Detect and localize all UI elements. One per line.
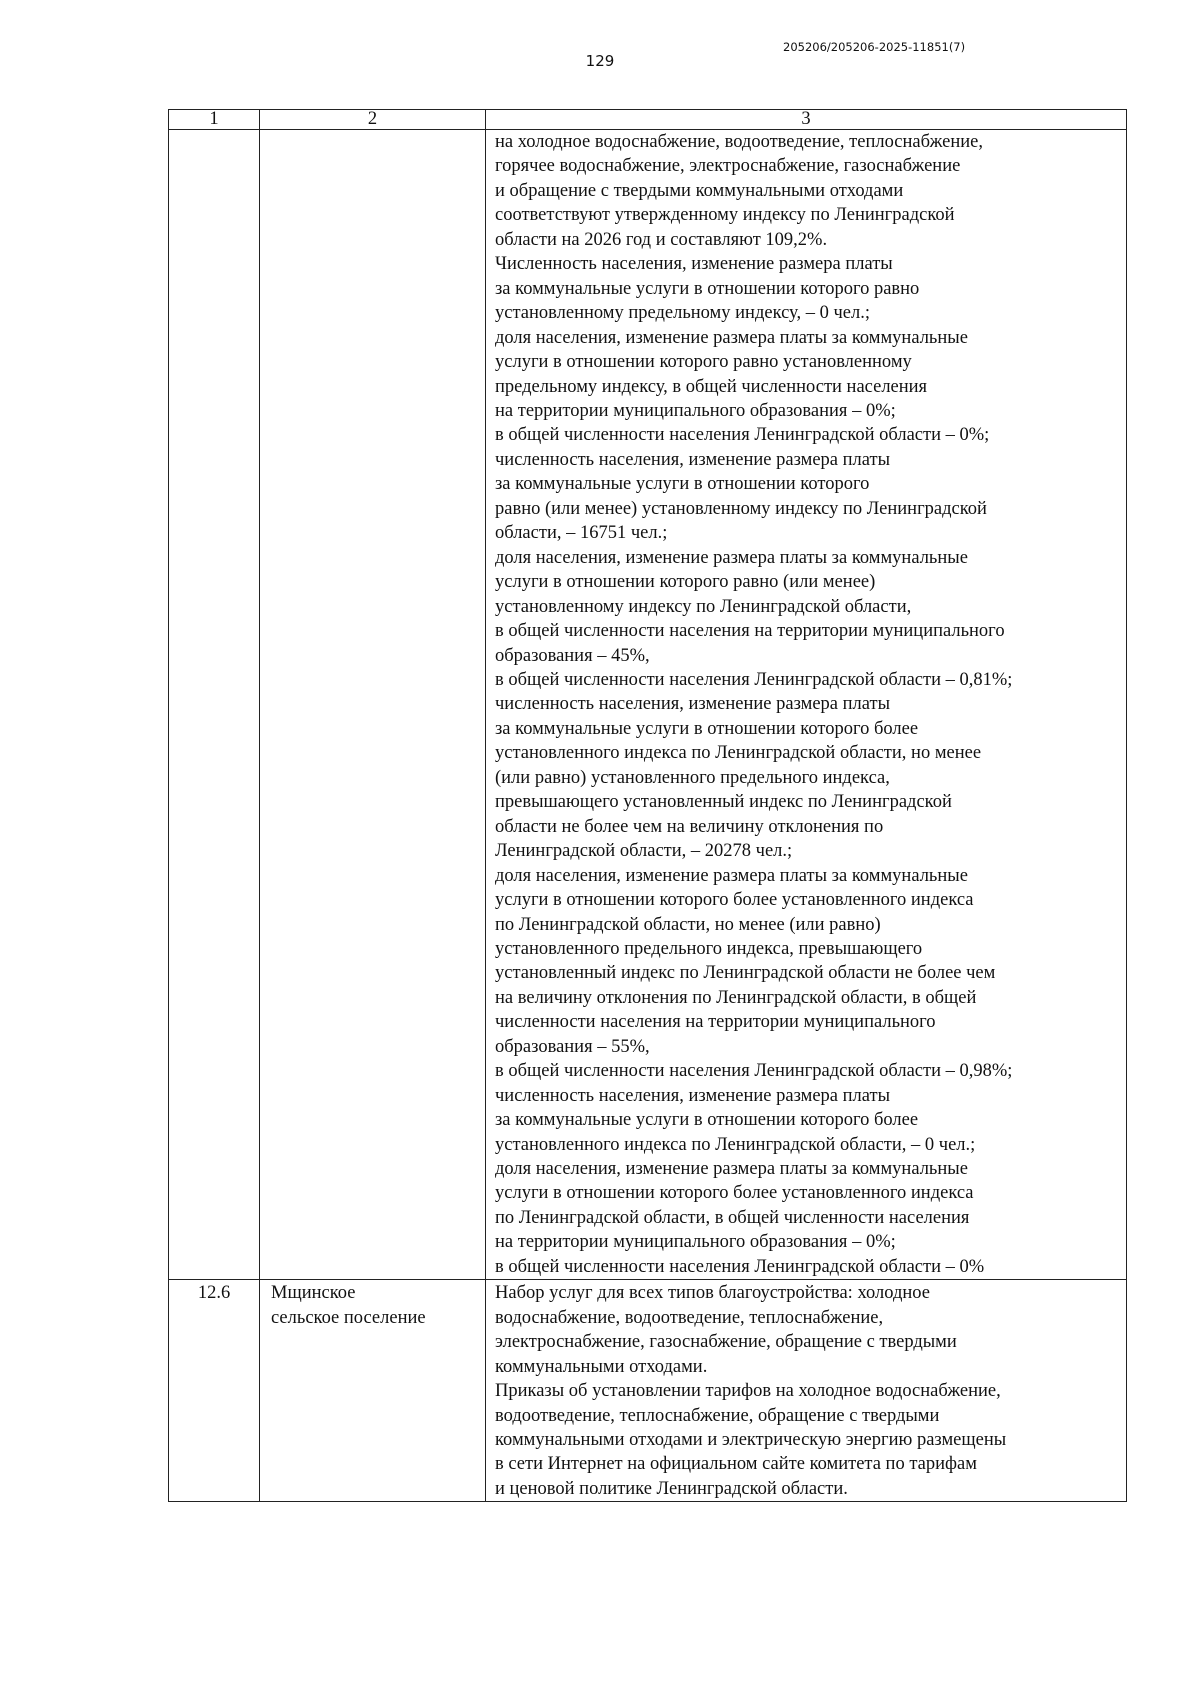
row-number: 12.6 — [197, 1283, 231, 1304]
description-line: и обращение с твердыми коммунальными отходами — [495, 180, 904, 201]
description-line: установленного индекса по Ленинградской области, – 0 чел.; — [495, 1134, 976, 1155]
description-line: коммунальными отходами. — [495, 1356, 708, 1377]
settlement-name-cell — [260, 1280, 486, 1502]
description-line: услуги в отношении которого более установленного индекса — [495, 1183, 974, 1204]
description-line: Ленинградской области, – 20278 чел.; — [495, 841, 793, 862]
description-line: за коммунальные услуги в отношении которого — [495, 474, 870, 495]
description-line: установленному предельному индексу, – 0 чел.; — [495, 303, 870, 324]
description-line: в общей численности населения Ленинградской области – 0% — [495, 1256, 985, 1277]
description-cell — [486, 130, 1127, 1280]
document-code: 205206/205206-2025-11851(7) — [783, 40, 966, 54]
description-line: предельному индексу, в общей численности населения — [495, 376, 928, 397]
table-header-row — [169, 110, 1127, 130]
description-cell — [486, 1280, 1127, 1502]
description-line: доля населения, изменение размера платы за коммунальные — [495, 327, 968, 348]
description-line: за коммунальные услуги в отношении которого равно — [495, 278, 920, 299]
description-line: доля населения, изменение размера платы за коммунальные — [495, 547, 968, 568]
description-line: доля населения, изменение размера платы за коммунальные — [495, 865, 968, 886]
description-line: численность населения, изменение размера платы — [495, 449, 890, 470]
description-line: на территории муниципального образования – 0%; — [495, 1232, 896, 1253]
description-line: за коммунальные услуги в отношении которого более — [495, 1110, 919, 1131]
settlement-name-line: Мщинское — [271, 1283, 356, 1304]
description-line: области на 2026 год и составляют 109,2%. — [495, 229, 828, 250]
description-line: на холодное водоснабжение, водоотведение, теплоснабжение, — [495, 132, 983, 152]
description-line: установленный индекс по Ленинградской области не более чем — [495, 963, 996, 984]
description-line: за коммунальные услуги в отношении которого более — [495, 718, 919, 739]
description-line: в общей численности населения Ленинградской области – 0,98%; — [495, 1061, 1013, 1082]
description-line: численности населения на территории муниципального — [495, 1012, 936, 1033]
settlement-name-cell — [260, 130, 486, 1280]
description-line: соответствуют утвержденному индексу по Ленинградской — [495, 205, 955, 226]
description-line: на величину отклонения по Ленинградской области, в общей — [495, 987, 977, 1008]
description-line: по Ленинградской области, в общей численности населения — [495, 1207, 970, 1228]
description-line: превышающего установленный индекс по Ленинградской — [495, 792, 952, 813]
description-line: в сети Интернет на официальном сайте комитета по тарифам — [495, 1454, 977, 1475]
description-line: водоснабжение, водоотведение, теплоснабжение, — [495, 1307, 884, 1328]
description-line: в общей численности населения Ленинградской области – 0%; — [495, 425, 990, 446]
settlement-name-line: сельское поселение — [271, 1307, 426, 1328]
column-header-1: 1 — [169, 110, 260, 130]
description-line: и ценовой политике Ленинградской области. — [495, 1478, 848, 1499]
description-line: (или равно) установленного предельного индекса, — [495, 767, 890, 788]
description-line: Численность населения, изменение размера платы — [495, 254, 893, 275]
description-line: образования – 45%, — [495, 645, 650, 666]
description-line: в общей численности населения на территории муниципального — [495, 621, 1005, 642]
description-line: образования – 55%, — [495, 1036, 650, 1057]
column-header-2: 2 — [260, 110, 486, 130]
description-line: горячее водоснабжение, электроснабжение, газоснабжение — [495, 156, 961, 177]
table-row — [169, 130, 1127, 1280]
content-table — [168, 109, 1127, 1502]
description-line: численность населения, изменение размера платы — [495, 694, 890, 715]
description-line: установленного индекса по Ленинградской области, но менее — [495, 743, 982, 764]
description-line: области не более чем на величину отклонения по — [495, 816, 884, 837]
description-line: коммунальными отходами и электрическую энергию размещены — [495, 1430, 1007, 1451]
description-line: электроснабжение, газоснабжение, обращение с твердыми — [495, 1332, 957, 1353]
description-line: Набор услуг для всех типов благоустройства: холодное — [495, 1283, 930, 1304]
description-line: области, – 16751 чел.; — [495, 523, 668, 544]
description-line: по Ленинградской области, но менее (или равно) — [495, 914, 881, 935]
description-line: услуги в отношении которого более установленного индекса — [495, 890, 974, 911]
row-number-cell — [169, 130, 260, 1280]
description-line: доля населения, изменение размера платы за коммунальные — [495, 1159, 968, 1180]
row-number-cell — [169, 1280, 260, 1502]
description-line: на территории муниципального образования – 0%; — [495, 400, 896, 421]
description-line: в общей численности населения Ленинградской области – 0,81%; — [495, 669, 1013, 690]
page-number: 129 — [585, 52, 615, 70]
description-line: водоотведение, теплоснабжение, обращение с твердыми — [495, 1405, 940, 1426]
column-header-3: 3 — [486, 110, 1127, 130]
description-line: услуги в отношении которого равно (или менее) — [495, 572, 876, 593]
description-line: численность населения, изменение размера платы — [495, 1085, 890, 1106]
description-line: установленного предельного индекса, превышающего — [495, 938, 923, 959]
table-row — [169, 1280, 1127, 1502]
description-line: равно (или менее) установленному индексу по Ленинградской — [495, 498, 987, 519]
description-line: Приказы об установлении тарифов на холодное водоснабжение, — [495, 1381, 1001, 1402]
description-line: установленному индексу по Ленинградской области, — [495, 596, 912, 617]
description-line: услуги в отношении которого равно установленному — [495, 352, 912, 373]
